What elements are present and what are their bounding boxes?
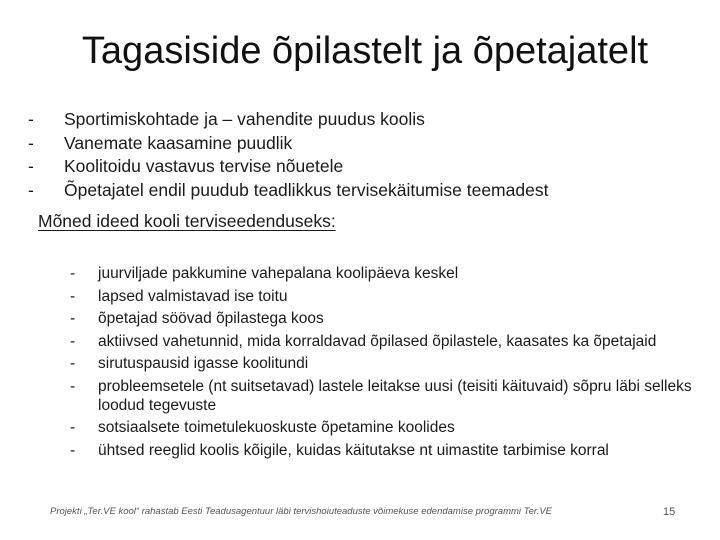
list-item [28,155,548,179]
footer-text: Projekti „Ter.VE kool“ rahastab Eesti Teadusagentuur läbi tervishoiuteaduste võimekuse edendamise programmi Ter.VE [50,506,553,517]
bullet-dash: - [70,310,76,327]
bullet-dash: - [28,179,34,200]
bullet-dash: - [70,287,76,305]
bullet-dash: - [28,156,34,176]
list-item-text: sirutuspausid igasse koolitundi [98,355,309,372]
list-item [70,354,710,373]
page-number: 15 [663,506,676,518]
list-item [28,179,548,203]
ideas-list [70,264,710,463]
list-item [70,377,710,415]
list-item-text: juurviljade pakkumine vahepalana koolipäeva keskel [98,265,459,282]
bullet-dash: - [70,419,76,436]
list-item-text: Õpetajatel endil puudub teadlikkus tervisekäitumise teemadest [64,179,549,200]
bullet-dash: - [28,132,34,153]
list-item [70,441,710,460]
slide-title: Tagasiside õpilastelt ja õpetajatelt [81,30,649,72]
bullet-dash: - [70,377,76,395]
list-item-text: sotsiaalsete toimetulekuoskuste õpetamine koolides [98,419,455,436]
list-item-text: probleemsetele (nt suitsetavad) lastele leitakse uusi (teisiti käituvaid) sõpru läbi selleks loodud tegevuste [98,377,692,414]
list-item-text: õpetajad söövad õpilastega koos [98,310,324,327]
list-item-text: lapsed valmistavad ise toitu [98,287,288,305]
list-item-text: aktiivsed vahetunnid, mida korraldavad õpilased õpilastele, kaasates ka õpetajaid [98,332,657,350]
bullet-dash: - [70,441,76,459]
bullet-dash: - [70,355,76,372]
bullet-dash: - [28,109,34,129]
list-item-text: ühtsed reeglid koolis kõigile, kuidas käitutakse nt uimastite tarbimise korral [98,441,609,459]
list-item [70,264,710,283]
list-item [70,332,710,351]
list-item [28,132,548,156]
list-item [28,108,548,132]
feedback-list [28,108,548,202]
list-item [70,418,710,437]
list-item [70,287,710,306]
ideas-heading: Mõned ideed kooli terviseedenduseks: [38,211,336,231]
list-item [70,309,710,328]
list-item-text: Koolitoidu vastavus tervise nõuetele [64,156,344,176]
bullet-dash: - [70,265,76,282]
list-item-text: Vanemate kaasamine puudlik [64,132,293,153]
list-item-text: Sportimiskohtade ja – vahendite puudus koolis [64,109,425,129]
bullet-dash: - [70,332,76,350]
